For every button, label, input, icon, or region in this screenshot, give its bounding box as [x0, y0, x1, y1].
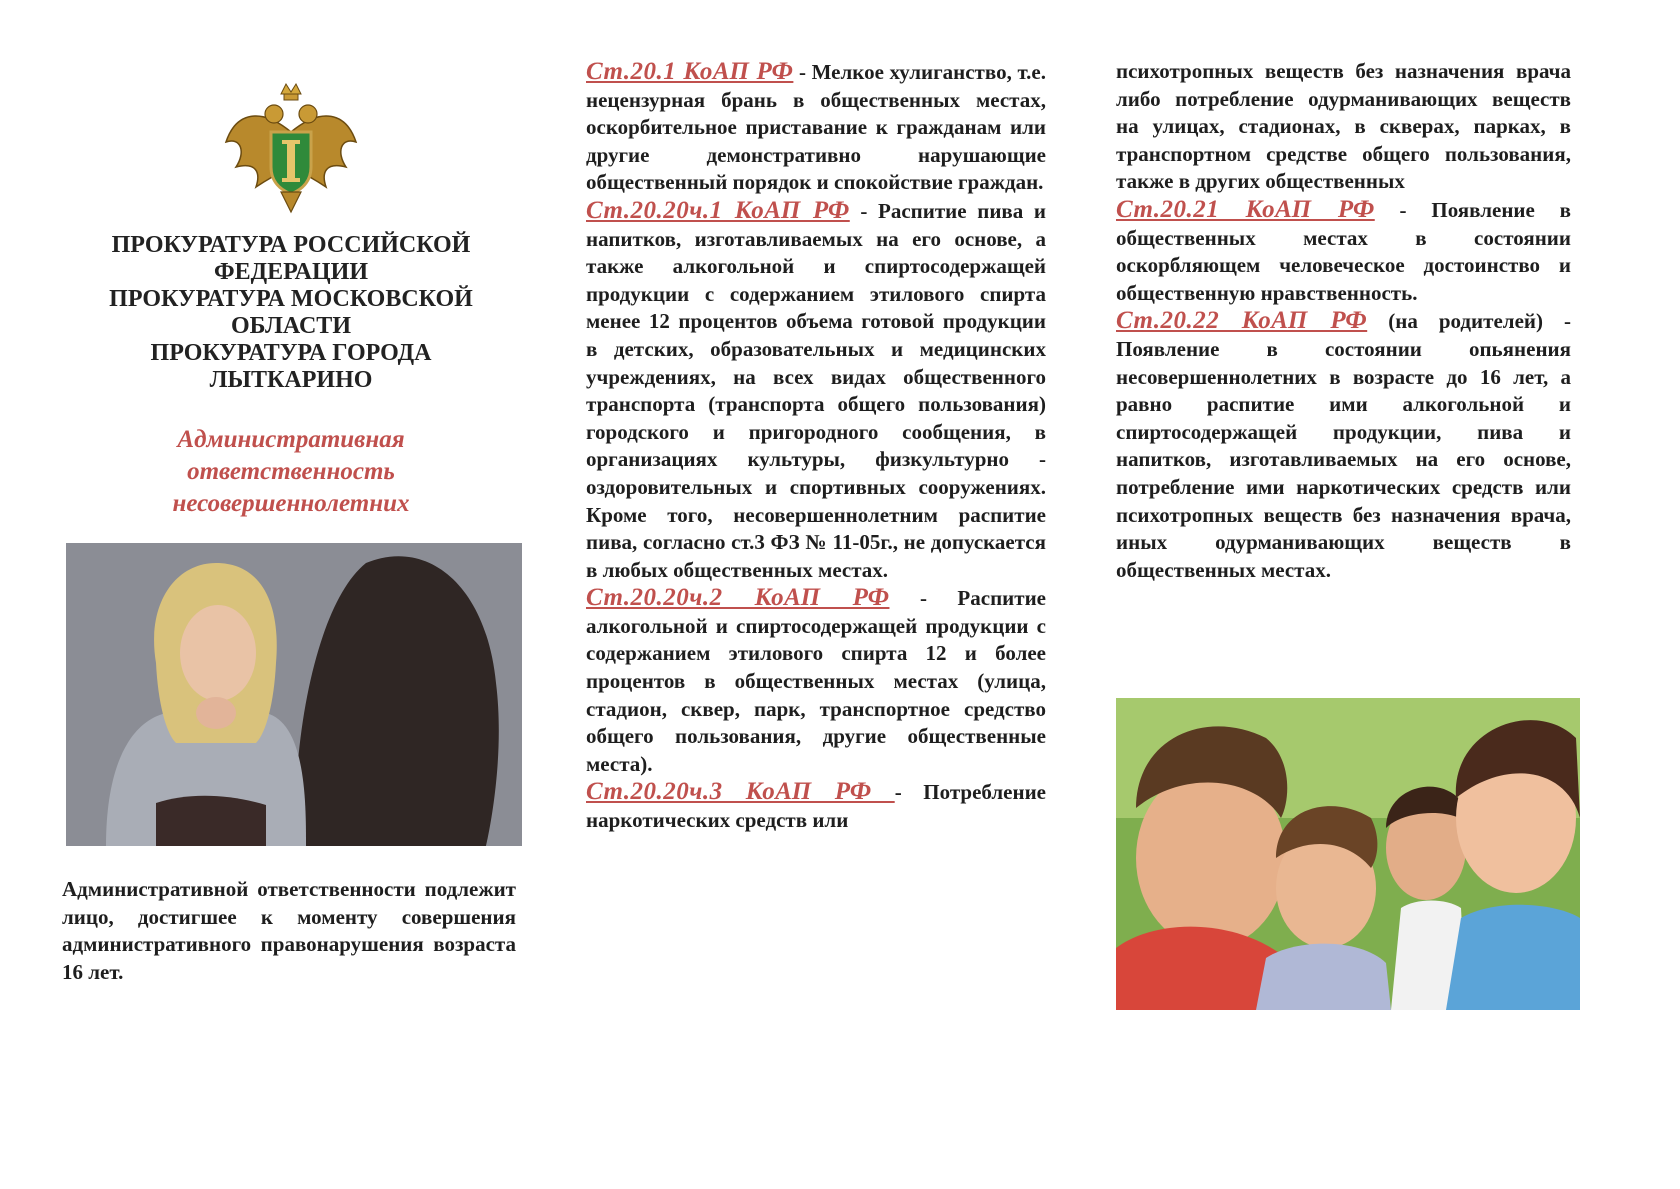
photo-teenagers-illustration — [1116, 698, 1580, 1010]
organization-title — [62, 232, 520, 394]
middle-column — [586, 58, 1046, 835]
org-line-4: ОБЛАСТИ — [231, 313, 351, 339]
org-line-1: ПРОКУРАТУРА РОССИЙСКОЙ — [111, 232, 471, 258]
article-20-20-2-link[interactable]: Ст.20.20ч.2 КоАП РФ — [586, 584, 890, 612]
org-line-2: ФЕДЕРАЦИИ — [213, 259, 369, 285]
article-20-20-1-text: - Распитие пива и напитков, изготавливаемых на его основе, а также алкогольной и спиртосодержащей продукции с содержанием этилового спирта менее 12 процентов объема готовой продукции в детских, образовательных и медицинских учреждениях, на всех видах общественного транспорта (транспорта общего пользования) городского и пригородного сообщения, в организациях культуры, физкультурно - оздоровительных и спортивных сооружениях. Кроме того, несовершеннолетним распитие пива, согласно ст.3 ФЗ № 11-05г., не допускается в любых общественных местах. — [586, 198, 1046, 582]
article-20-1 — [586, 58, 1046, 197]
article-20-1-text: - Мелкое хулиганство, т.е. нецензурная брань в общественных местах, оскорбительное приставание к гражданам или другие демонстративно нарушающие общественный порядок и спокойствие граждан. — [586, 60, 1046, 195]
right-column — [1116, 58, 1571, 584]
subtitle-line-3: несовершеннолетних — [172, 490, 410, 517]
photo-teenagers — [1116, 698, 1580, 1010]
article-20-20-3-text: - Потребление наркотических средств или — [586, 780, 1046, 833]
article-20-20-1 — [586, 197, 1046, 584]
subtitle-line-2: ответственность — [187, 458, 395, 485]
article-20-20-3 — [586, 778, 1046, 834]
age-notice-text: Административной ответственности подлежит лицо, достигшее к моменту совершения административного правонарушения возраста 16 лет. — [62, 877, 516, 984]
org-line-6: ЛЫТКАРИНО — [209, 367, 373, 393]
subtitle-line-1: Административная — [177, 426, 405, 453]
article-20-20-1-link[interactable]: Ст.20.20ч.1 КоАП РФ — [586, 196, 850, 224]
article-20-22 — [1116, 307, 1571, 584]
article-20-21-text: - Появление в общественных местах в состоянии оскорбляющем человеческое достоинство и общественную нравственность. — [1116, 197, 1571, 305]
article-20-21-link[interactable]: Ст.20.21 КоАП РФ — [1116, 195, 1375, 223]
article-20-20-3-link[interactable]: Ст.20.20ч.3 КоАП РФ — [586, 778, 895, 806]
article-20-20-3-continued — [1116, 58, 1571, 196]
article-20-22-link[interactable]: Ст.20.22 КоАП РФ — [1116, 307, 1368, 335]
article-20-1-link[interactable]: Ст.20.1 КоАП РФ — [586, 58, 794, 85]
article-20-22-text: (на родителей) - Появление в состоянии опьянения несовершеннолетних в возрасте до 16 лет, а равно распитие ими алкогольной и спиртосодержащей продукции, пива и напитков, изготавливаемых на его основе, потребление ими наркотических средств или психотропных веществ без назначения врача, иных одурманивающих веществ в общественных местах. — [1116, 309, 1572, 582]
leaflet-subtitle — [62, 424, 520, 520]
prosecutor-emblem-icon — [216, 72, 366, 222]
photo-girl — [66, 543, 522, 846]
article-20-20-3-continued-text: психотропных веществ без назначения врача либо потребление одурманивающих веществ на улицах, стадионах, в скверах, парках, в транспортном средстве общего пользования, также в других общественных — [1116, 59, 1571, 194]
org-line-5: ПРОКУРАТУРА ГОРОДА — [150, 340, 432, 366]
article-20-20-2-text: - Распитие алкогольной и спиртосодержащей продукции с содержанием этилового спирта 12 и более процентов в общественных местах (улица, стадион, сквер, парк, транспортное средство общего пользования, другие общественные места). — [586, 586, 1046, 776]
photo-girl-illustration — [66, 543, 522, 846]
article-20-21 — [1116, 196, 1571, 307]
article-20-20-2 — [586, 584, 1046, 778]
age-notice — [62, 876, 516, 986]
left-column — [62, 60, 520, 520]
org-line-3: ПРОКУРАТУРА МОСКОВСКОЙ — [109, 286, 473, 312]
